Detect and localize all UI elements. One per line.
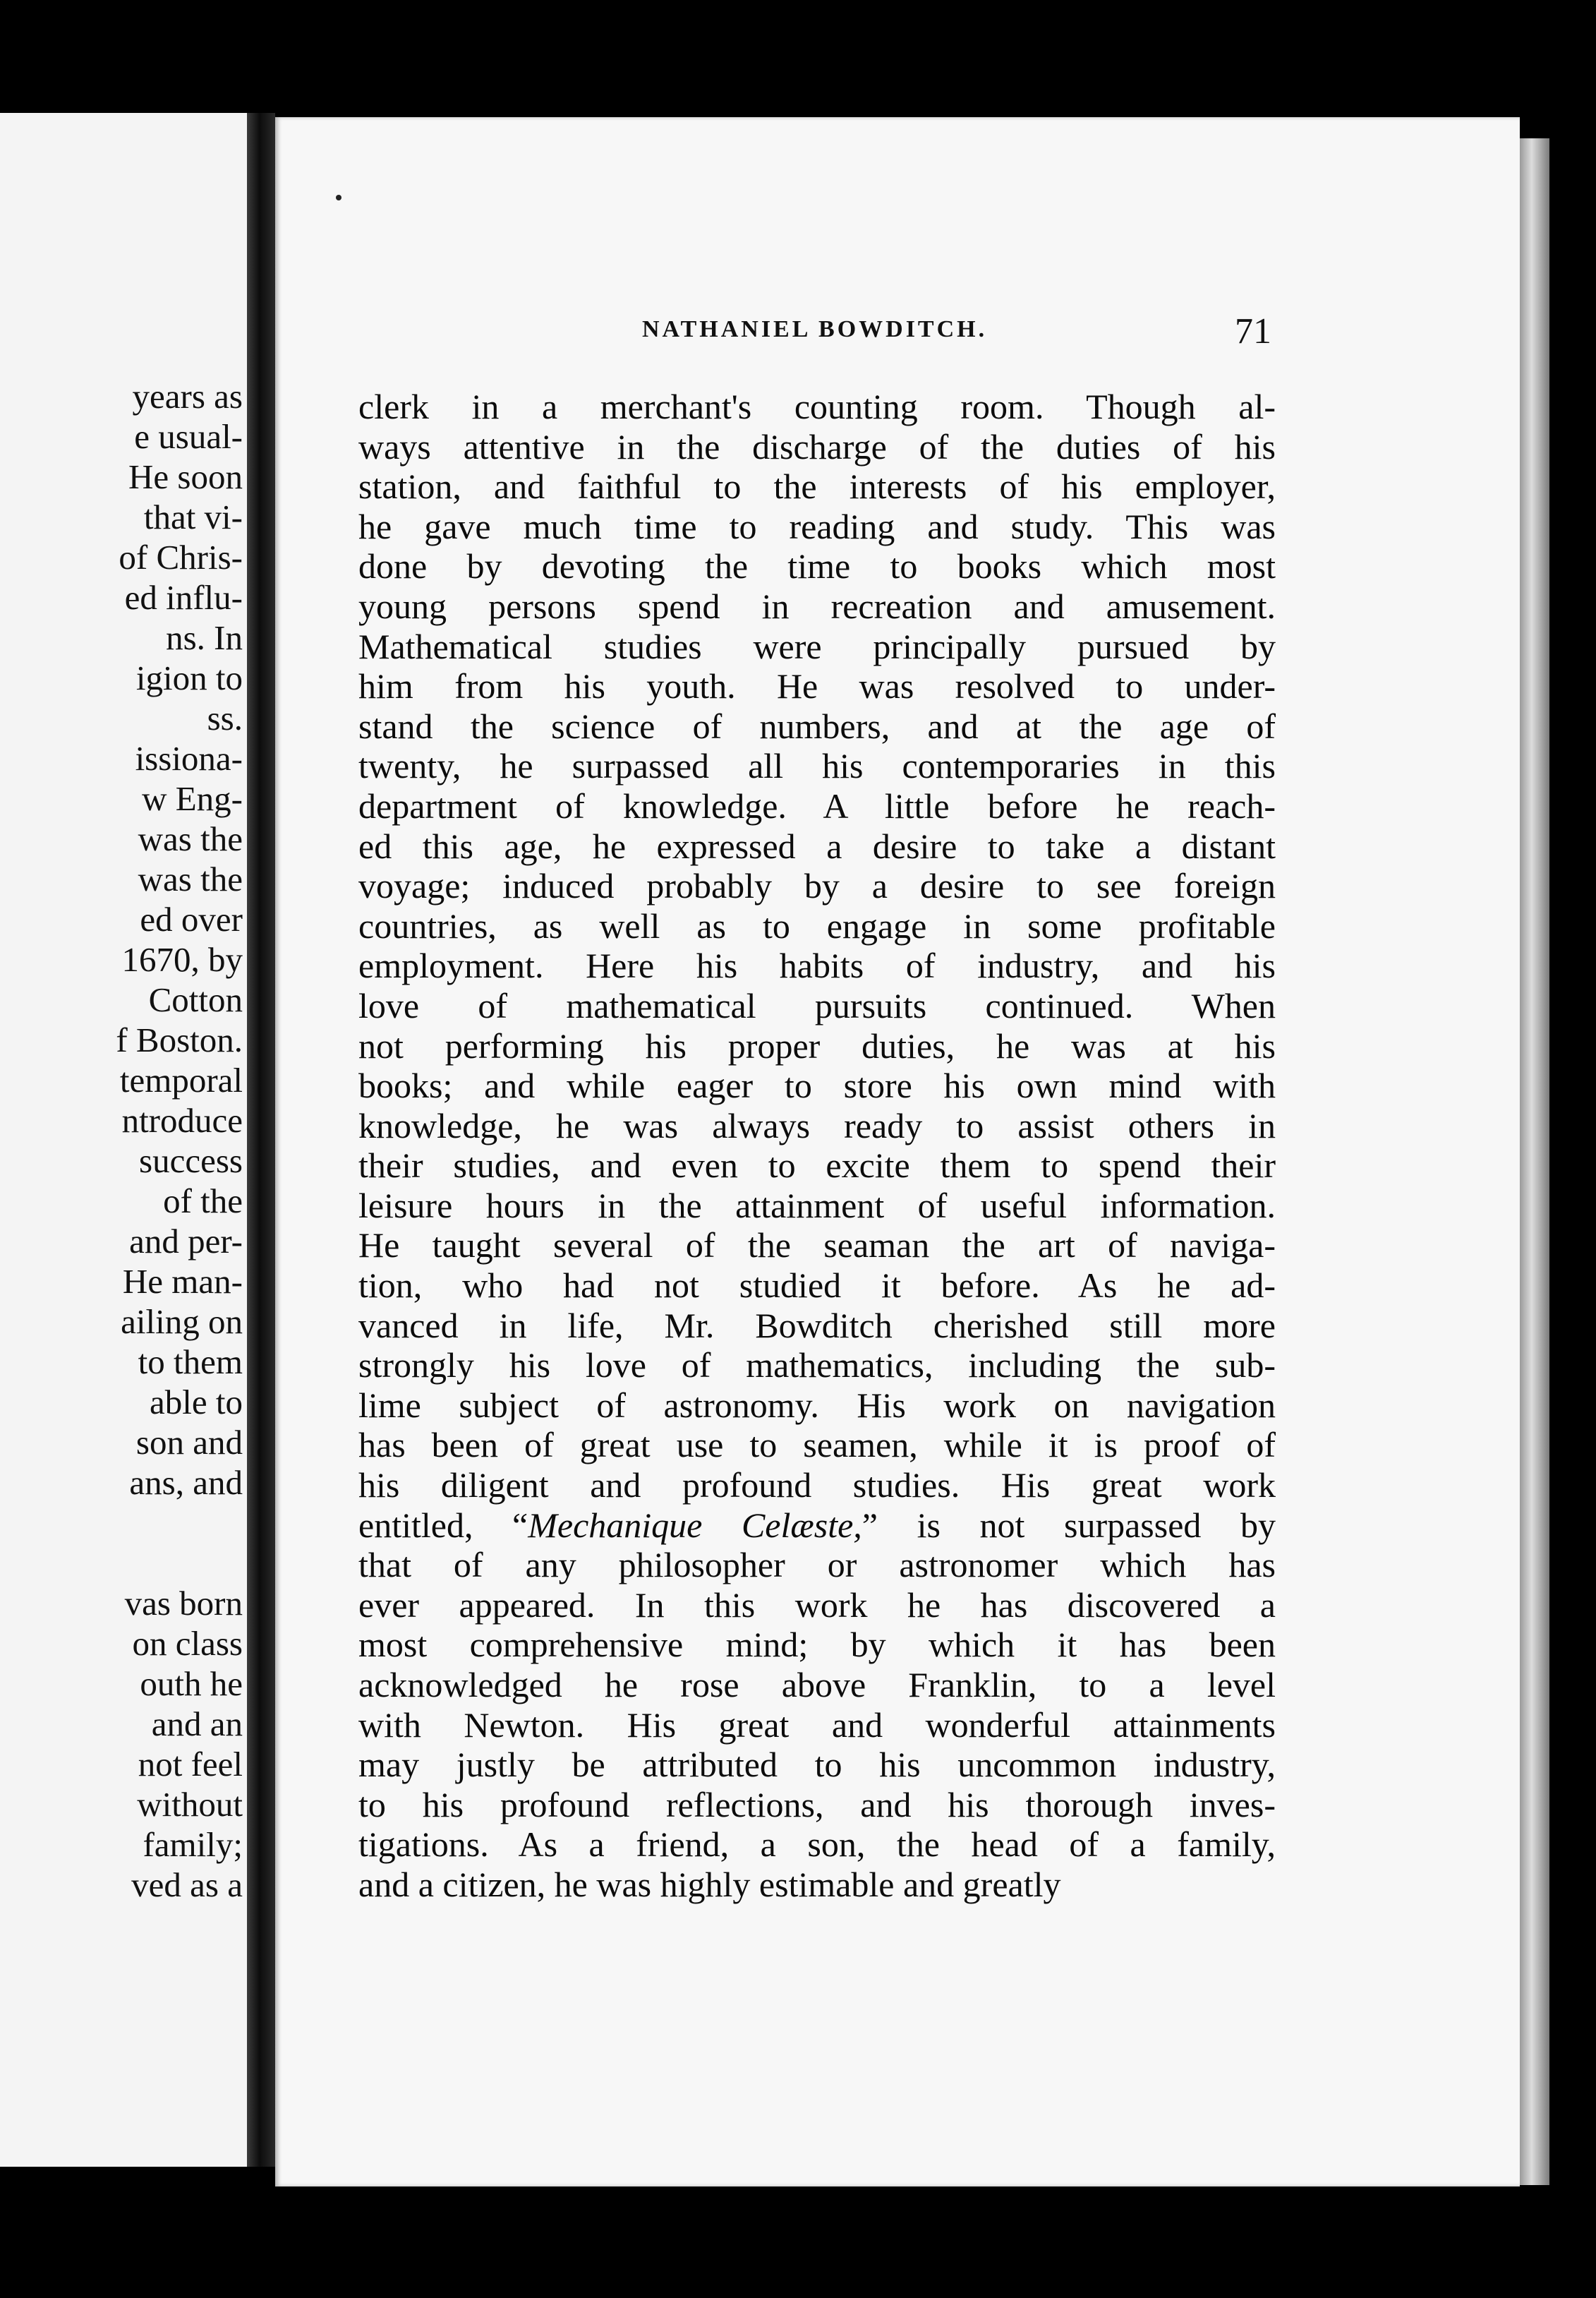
text-line: love of mathematical pursuits continued. When xyxy=(358,985,1276,1025)
text-line: stand the science of numbers, and at the age of xyxy=(358,706,1276,746)
text-line: ever appeared. In this work he has discovered a xyxy=(358,1584,1276,1625)
text-line: ways attentive in the discharge of the duties of his xyxy=(358,426,1276,467)
text-line: station, and faithful to the interests of his employer, xyxy=(358,467,1276,507)
previous-page-line: ed influ- xyxy=(124,578,243,617)
previous-page-line: Cotton xyxy=(148,980,243,1019)
text-line: lime subject of astronomy. His work on navigation xyxy=(358,1385,1276,1425)
text-line: strongly his love of mathematics, including the sub- xyxy=(358,1345,1276,1385)
text-line: with Newton. His great and wonderful attainments xyxy=(358,1704,1276,1745)
previous-page-line: He soon xyxy=(128,457,243,496)
text-line: acknowledged he rose above Franklin, to a level xyxy=(358,1665,1276,1704)
previous-page-line: ailing on xyxy=(121,1302,243,1341)
text-line: to his profound reflections, and his thorough inves- xyxy=(358,1784,1276,1824)
previous-page-line: to them xyxy=(138,1342,243,1381)
text-line: knowledge, he was always ready to assist others in xyxy=(358,1105,1276,1145)
text-line: not performing his proper duties, he was at his xyxy=(358,1025,1276,1066)
text-line: and a citizen, he was highly estimable and greatly xyxy=(358,1864,1061,1904)
text-line-with-title xyxy=(358,1505,1276,1546)
previous-page-line: that vi- xyxy=(143,498,243,536)
text-line: tigations. As a friend, a son, the head of a family, xyxy=(358,1824,1276,1865)
text-line: ed this age, he expressed a desire to take a distant xyxy=(358,826,1276,866)
previous-page-line: vas born xyxy=(124,1584,243,1623)
previous-page-line: ans, and xyxy=(129,1463,243,1502)
text-line: tion, who had not studied it before. As he ad- xyxy=(358,1265,1276,1306)
text-line: he gave much time to reading and study. This was xyxy=(358,506,1276,546)
page-number: 71 xyxy=(1235,311,1271,351)
previous-page-line: son and xyxy=(135,1423,243,1462)
text-line: voyage; induced probably by a desire to see foreign xyxy=(358,866,1276,906)
text-line: him from his youth. He was resolved to under- xyxy=(358,666,1276,706)
text-line: countries, as well as to engage in some profitable xyxy=(358,906,1276,946)
ink-speck xyxy=(336,195,341,200)
previous-page-line: ss. xyxy=(207,699,243,738)
previous-page-line: family; xyxy=(143,1825,243,1864)
previous-page-line: and per- xyxy=(129,1222,243,1261)
text-line: department of knowledge. A little before he reach- xyxy=(358,786,1276,826)
text-line: He taught several of the seaman the art of naviga- xyxy=(358,1225,1276,1265)
text-line: Mathematical studies were principally pursued by xyxy=(358,626,1276,666)
previous-page-line: He man- xyxy=(122,1262,243,1301)
previous-page-line: ed over xyxy=(140,900,243,939)
text-line: clerk in a merchant's counting room. Though al- xyxy=(358,387,1276,426)
text-line: may justly be attributed to his uncommon industry, xyxy=(358,1745,1276,1785)
previous-page-line: e usual- xyxy=(134,417,243,456)
text-line: employment. Here his habits of industry, and his xyxy=(358,946,1276,986)
previous-page-line: igion to xyxy=(135,658,243,697)
previous-page-line: without xyxy=(137,1785,243,1824)
text-line: leisure hours in the attainment of useful information. xyxy=(358,1185,1276,1225)
page-edge xyxy=(1520,138,1549,2185)
text-line: most comprehensive mind; by which it has been xyxy=(358,1625,1276,1665)
text-line: books; and while eager to store his own mind with xyxy=(358,1066,1276,1106)
previous-page-line: f Boston. xyxy=(116,1021,243,1059)
text-line: that of any philosopher or astronomer which has xyxy=(358,1545,1276,1585)
previous-page-line: not feel xyxy=(138,1745,243,1783)
text-line: their studies, and even to excite them to spend their xyxy=(358,1145,1276,1186)
text-line: done by devoting the time to books which most xyxy=(358,546,1276,586)
previous-page-line: issiona- xyxy=(135,739,243,778)
previous-page-line: temporal xyxy=(119,1061,243,1100)
title-line-tail: ” is not surpassed by xyxy=(862,1505,1276,1545)
previous-page-line: ved as a xyxy=(131,1865,243,1904)
previous-page-line: was the xyxy=(138,860,243,898)
previous-page-line: was the xyxy=(138,819,243,858)
previous-page-text xyxy=(116,376,243,1905)
previous-page-line: of Chris- xyxy=(119,538,243,577)
paragraph-gap xyxy=(116,1503,243,1543)
text-line: his diligent and profound studies. His great work xyxy=(358,1465,1276,1505)
previous-page-line: ns. In xyxy=(166,618,243,657)
previous-page xyxy=(0,113,247,2167)
text-line: has been of great use to seamen, while it is proof of xyxy=(358,1425,1276,1465)
title-line-lead: entitled, “ xyxy=(358,1505,528,1545)
previous-page-line: years as xyxy=(132,377,243,416)
previous-page-line: of the xyxy=(163,1181,243,1220)
previous-page-line: ntroduce xyxy=(121,1101,243,1140)
paragraph-gap xyxy=(116,1543,243,1583)
previous-page-line: w Eng- xyxy=(142,779,243,818)
previous-page-line: 1670, by xyxy=(121,940,243,979)
body-text xyxy=(358,387,1276,1905)
text-line: vanced in life, Mr. Bowditch cherished still more xyxy=(358,1305,1276,1345)
previous-page-line: success xyxy=(139,1141,243,1180)
previous-page-line: and an xyxy=(151,1704,243,1743)
text-line: twenty, he surpassed all his contemporaries in this xyxy=(358,746,1276,786)
text-line: young persons spend in recreation and amusement. xyxy=(358,586,1276,626)
previous-page-line: able to xyxy=(150,1383,243,1421)
book-gutter xyxy=(247,113,275,2167)
previous-page-line: on class xyxy=(132,1624,243,1663)
running-head: NATHANIEL BOWDITCH. xyxy=(642,316,988,342)
book-title: Mechanique Celæste, xyxy=(528,1505,862,1545)
previous-page-line: outh he xyxy=(140,1664,243,1703)
